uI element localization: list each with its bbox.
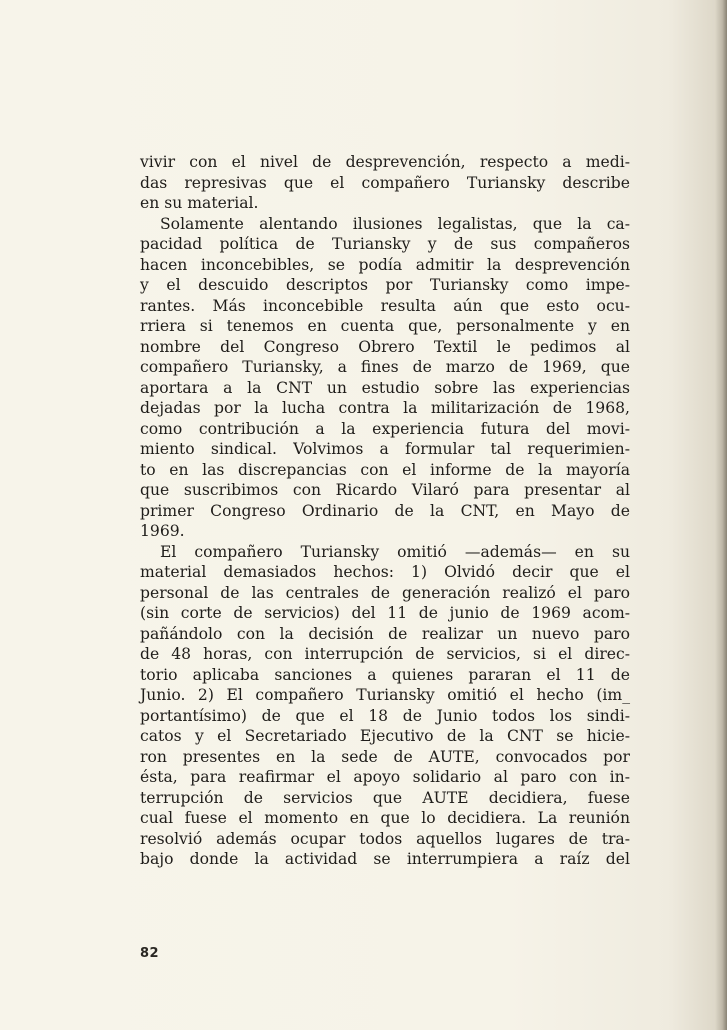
text-line: terrupción de servicios que AUTE decidiera, fuese — [140, 788, 630, 807]
text-line: primer Congreso Ordinario de la CNT, en Mayo de — [140, 501, 630, 520]
page-edge-shadow — [715, 0, 727, 1030]
text-line: resolvió además ocupar todos aquellos lugares de tra- — [140, 829, 630, 848]
text-line: como contribución a la experiencia futura del movi- — [140, 419, 630, 438]
text-line: Solamente alentando ilusiones legalistas, que la ca- — [160, 214, 630, 233]
text-line: hacen inconcebibles, se podía admitir la desprevención — [140, 255, 630, 274]
text-line: cual fuese el momento en que lo decidiera. La reunión — [140, 809, 630, 827]
text-line: nombre del Congreso Obrero Textil le pedimos al — [140, 337, 630, 356]
text-line: pañándolo con la decisión de realizar un nuevo paro — [140, 624, 630, 643]
text-line: compañero Turiansky, a fines de marzo de 1969, que — [140, 358, 630, 376]
text-line: ron presentes en la sede de AUTE, convocados por — [140, 747, 630, 766]
text-line: aportara a la CNT un estudio sobre las experiencias — [140, 378, 630, 397]
body-text — [140, 152, 630, 870]
text-line: El compañero Turiansky omitió —además— en su — [160, 542, 630, 561]
text-line: y el descuido descriptos por Turiansky como impe- — [140, 276, 630, 294]
text-line: material demasiados hechos: 1) Olvidó decir que el — [140, 563, 630, 581]
text-line: pacidad política de Turiansky y de sus compañeros — [140, 235, 630, 253]
text-line: portantísimo) de que el 18 de Junio todos los sindi- — [140, 706, 630, 725]
text-line: 1969. — [140, 522, 185, 540]
text-line: bajo donde la actividad se interrumpiera a raíz del — [140, 850, 630, 868]
text-line: (sin corte de servicios) del 11 de junio de 1969 acom- — [140, 604, 630, 622]
text-line: to en las discrepancias con el informe de la mayoría — [140, 460, 630, 479]
text-line: personal de las centrales de generación realizó el paro — [140, 583, 630, 602]
text-line: das represivas que el compañero Turiansky describe — [140, 173, 630, 192]
text-line: rantes. Más inconcebible resulta aún que esto ocu- — [140, 296, 630, 315]
text-line: catos y el Secretariado Ejecutivo de la CNT se hicie- — [140, 727, 630, 745]
text-line: que suscribimos con Ricardo Vilaró para presentar al — [140, 481, 630, 499]
text-line: de 48 horas, con interrupción de servicios, si el direc- — [140, 645, 630, 663]
text-line: torio aplicaba sanciones a quienes pararan el 11 de — [140, 665, 630, 684]
page-number: 82 — [140, 946, 160, 961]
text-line: vivir con el nivel de desprevención, respecto a medi- — [140, 153, 630, 171]
text-line: dejadas por la lucha contra la militarización de 1968, — [140, 399, 630, 417]
text-line: miento sindical. Volvimos a formular tal requerimien- — [140, 440, 630, 458]
text-line: en su material. — [140, 194, 259, 212]
text-line: Junio. 2) El compañero Turiansky omitió el hecho (im_ — [140, 686, 630, 704]
text-line: rriera si tenemos en cuenta que, personalmente y en — [140, 317, 630, 335]
text-line: ésta, para reafirmar el apoyo solidario al paro con in- — [140, 768, 630, 786]
